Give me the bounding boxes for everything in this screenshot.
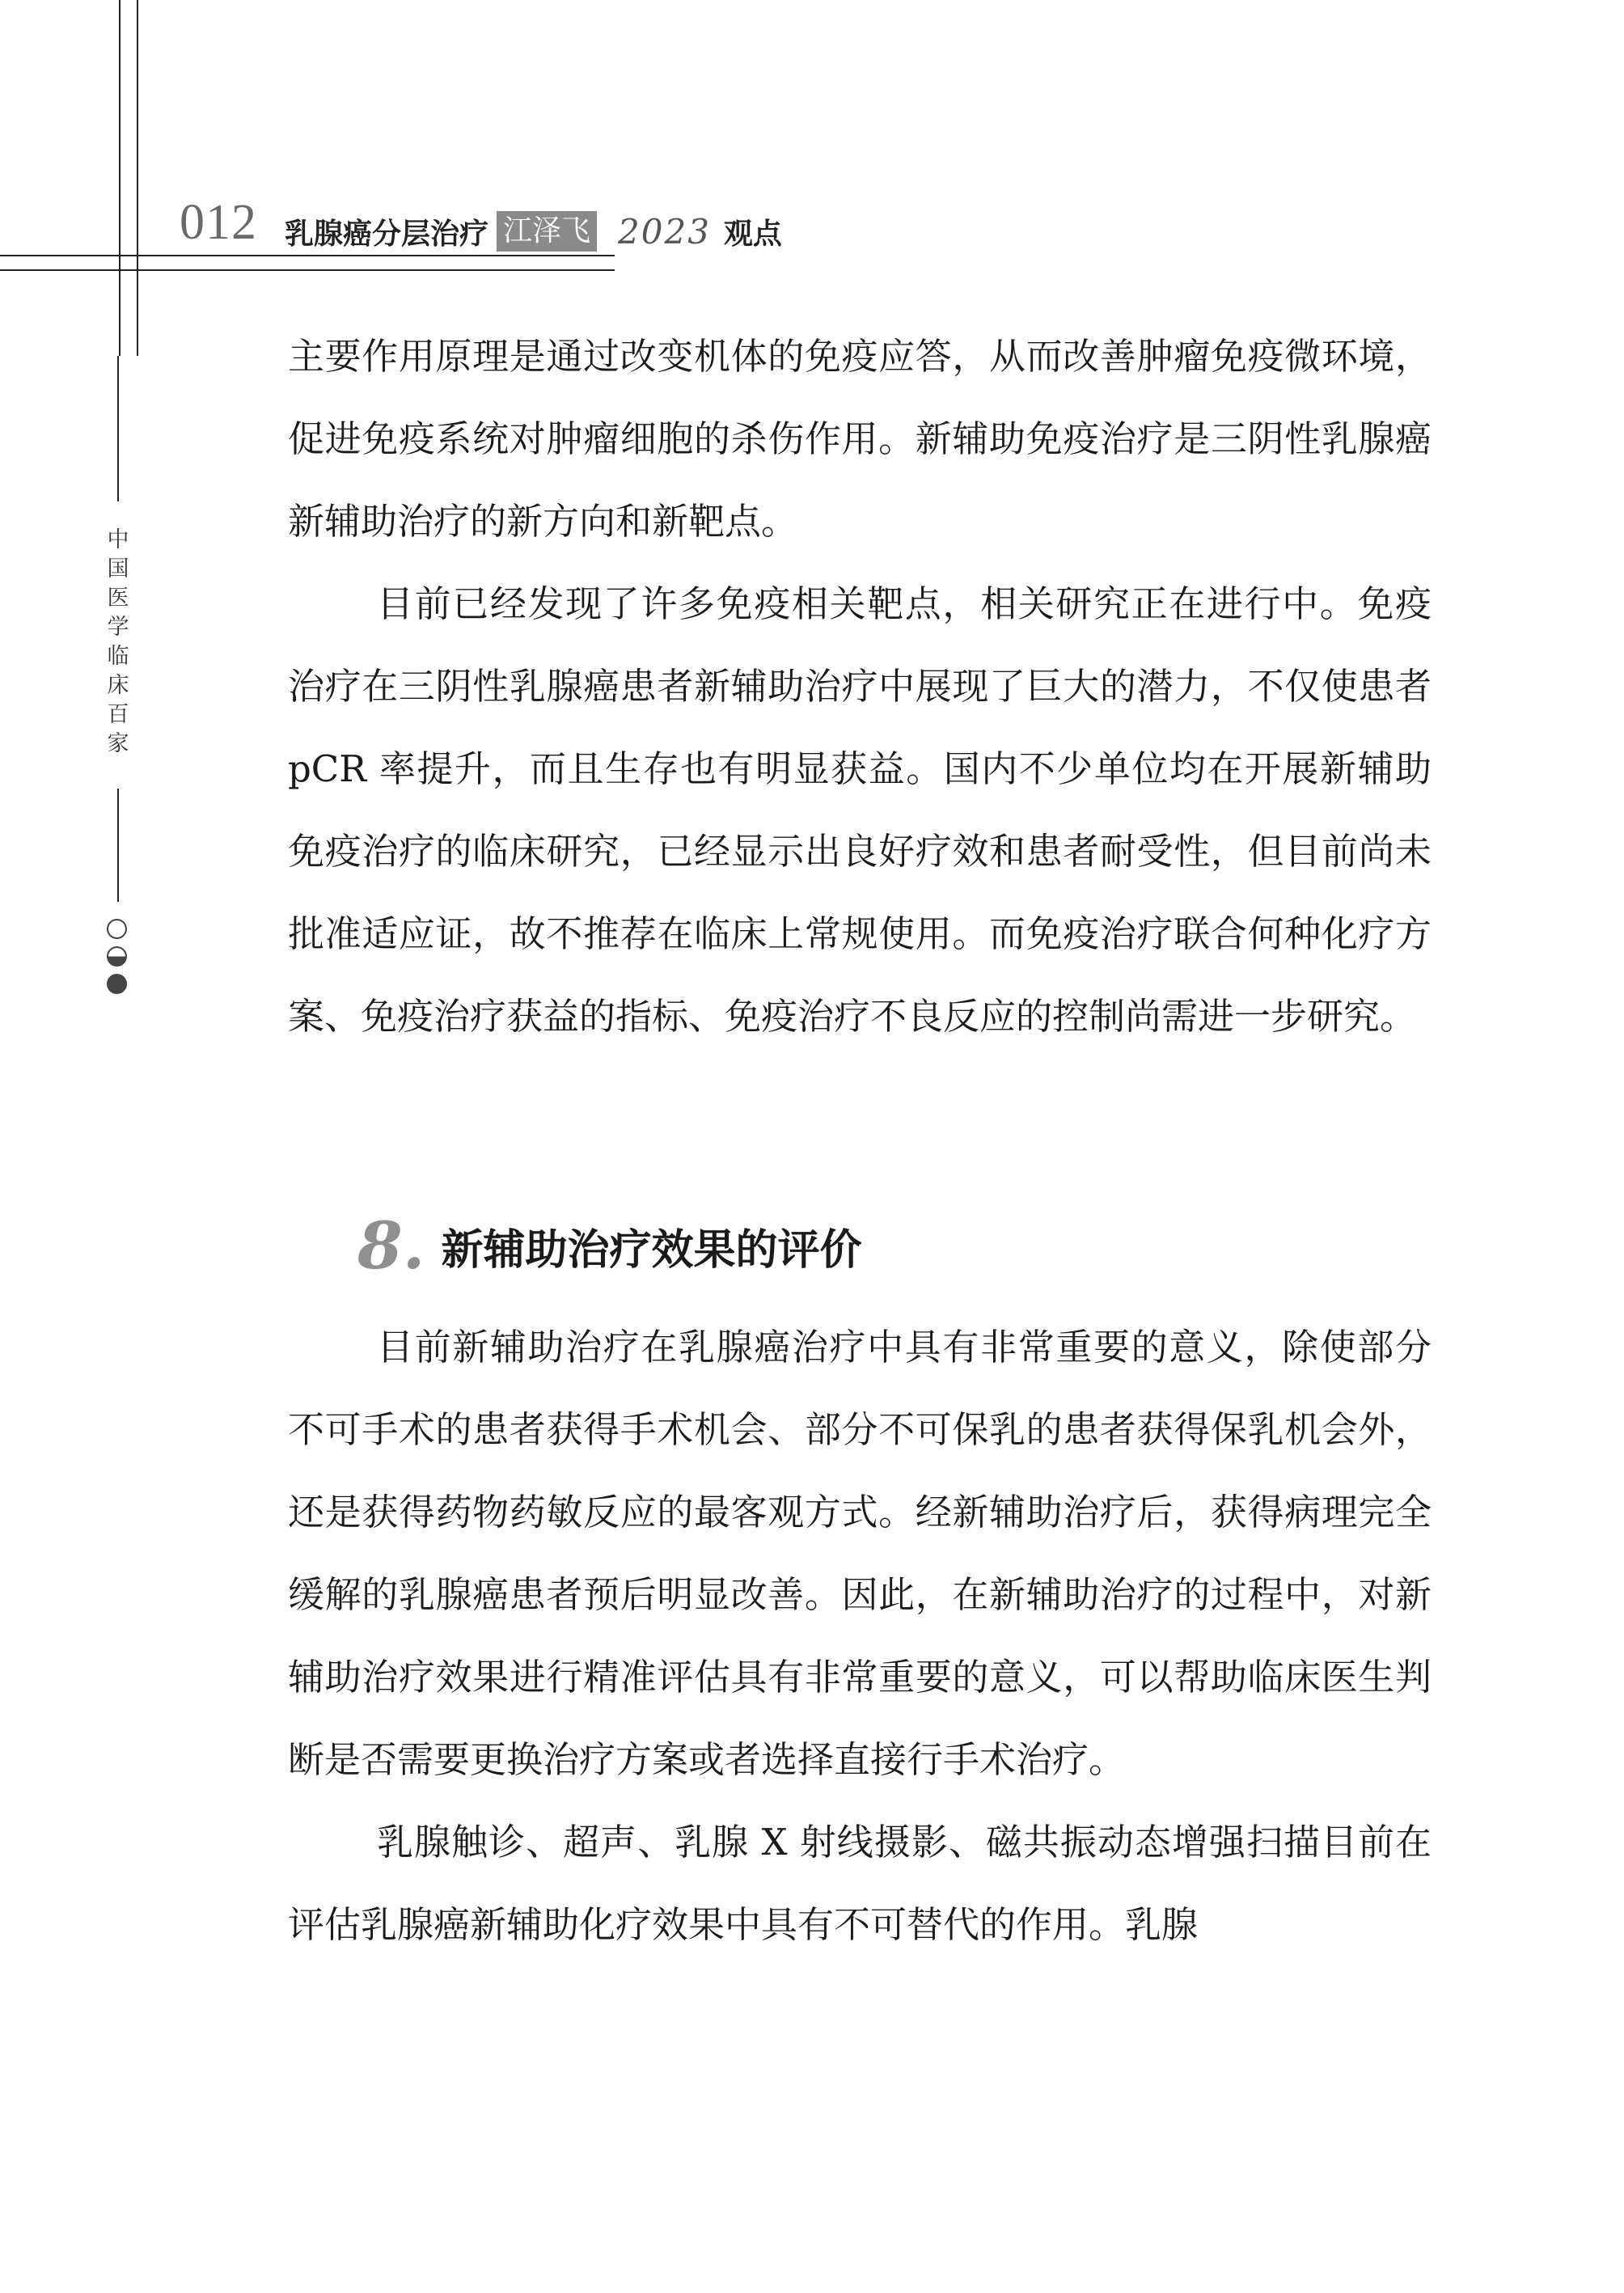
- header-rule-bottom: [0, 269, 615, 271]
- side-rule-lower: [117, 789, 119, 902]
- book-title: 乳腺癌分层治疗: [285, 217, 489, 251]
- author-badge: 江泽飞: [497, 211, 597, 252]
- vertical-rule-right: [137, 0, 138, 356]
- series-name: 中国医学临床百家: [107, 527, 129, 756]
- filled-circle-icon: [107, 974, 127, 994]
- section-title: 新辅助治疗效果的评价: [441, 1225, 862, 1275]
- header-rule-top: [0, 255, 615, 256]
- body-text-block-1: [288, 315, 1432, 1058]
- header-suffix: 观点: [723, 217, 782, 251]
- edition-year: 2023: [618, 211, 711, 252]
- section-number: 8.: [357, 1208, 425, 1284]
- section-heading: [357, 1205, 862, 1286]
- paragraph: 目前已经发现了许多免疫相关靶点，相关研究正在进行中。免疫治疗在三阴性乳腺癌患者新辅助治疗中展现了巨大的潜力，不仅使患者 pCR 率提升，而且生存也有明显获益。国内不少单位均在开展新辅助免疫治疗的临床研究，已经显示出良好疗效和患者耐受性，但目前尚未批准适应证，故不推荐在临床上常规使用。而免疫治疗联合何种化疗方案、免疫治疗获益的指标、免疫治疗不良反应的控制尚需进一步研究。: [288, 582, 1432, 1038]
- paragraph: 主要作用原理是通过改变机体的免疫应答，从而改善肿瘤免疫微环境，促进免疫系统对肿瘤细胞的杀伤作用。新辅助免疫治疗是三阴性乳腺癌新辅助治疗的新方向和新靶点。: [288, 335, 1432, 543]
- page-number: 012: [180, 195, 257, 250]
- body-text-block-2: [288, 1306, 1432, 1966]
- running-header: [285, 209, 782, 254]
- side-rule-upper: [117, 356, 119, 501]
- paragraph: 乳腺触诊、超声、乳腺 X 射线摄影、磁共振动态增强扫描目前在评估乳腺癌新辅助化疗效果中具有不可替代的作用。乳腺: [288, 1821, 1432, 1946]
- half-filled-circle-icon: [107, 946, 127, 967]
- empty-circle-icon: [107, 919, 127, 939]
- paragraph: 目前新辅助治疗在乳腺癌治疗中具有非常重要的意义，除使部分不可手术的患者获得手术机会、部分不可保乳的患者获得保乳机会外，还是获得药物药敏反应的最客观方式。经新辅助治疗后，获得病理完全缓解的乳腺癌患者预后明显改善。因此，在新辅助治疗的过程中，对新辅助治疗效果进行精准评估具有非常重要的意义，可以帮助临床医生判断是否需要更换治疗方案或者选择直接行手术治疗。: [288, 1326, 1432, 1781]
- vertical-rule-left: [119, 0, 121, 356]
